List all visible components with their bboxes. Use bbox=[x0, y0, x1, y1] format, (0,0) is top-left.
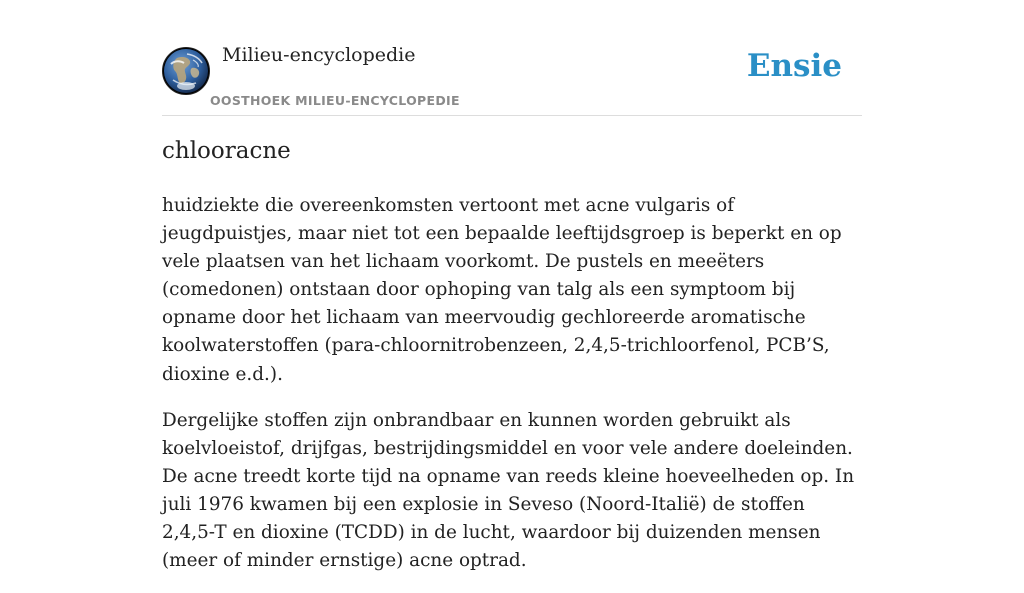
article-paragraph: huidziekte die overeenkomsten vertoont met acne vulgaris of jeugdpuistjes, maar niet tot een bepaalde leeftijdsgroep is beperkt en op vele plaatsen van het lichaam voorkomt. De pustels en meeëters (comedonen) ontstaan door ophoping van talg als een symptoom bij opname door het lichaam van meervoudig gechloreerde aromatische koolwaterstoffen (para-chloornitrobenzeen, 2,4,5-trichloorfenol, PCB’S, dioxine e.d.). bbox=[162, 195, 842, 385]
site-title[interactable]: Milieu-encyclopedie bbox=[222, 44, 416, 66]
content-column bbox=[162, 0, 862, 572]
ensie-brand-link[interactable]: Ensie bbox=[746, 48, 842, 84]
earth-globe-icon[interactable] bbox=[162, 47, 210, 95]
site-subtitle[interactable]: OOSTHOEK MILIEU-ENCYCLOPEDIE bbox=[210, 93, 460, 108]
page-title: chlooracne bbox=[162, 138, 291, 164]
article-body bbox=[162, 192, 862, 593]
site-header bbox=[162, 0, 862, 116]
article-paragraph: Dergelijke stoffen zijn onbrandbaar en kunnen worden gebruikt als koelvloeistof, drijfgas, bestrijdingsmiddel en voor vele andere doeleinden. De acne treedt korte tijd na opname van reeds kleine hoeveelheden op. In juli 1976 kwamen bij een explosie in Seveso (Noord-Italië) de stoffen 2,4,5-T en dioxine (TCDD) in de lucht, waardoor bij duizenden mensen (meer of minder ernstige) acne optrad. bbox=[162, 409, 855, 572]
